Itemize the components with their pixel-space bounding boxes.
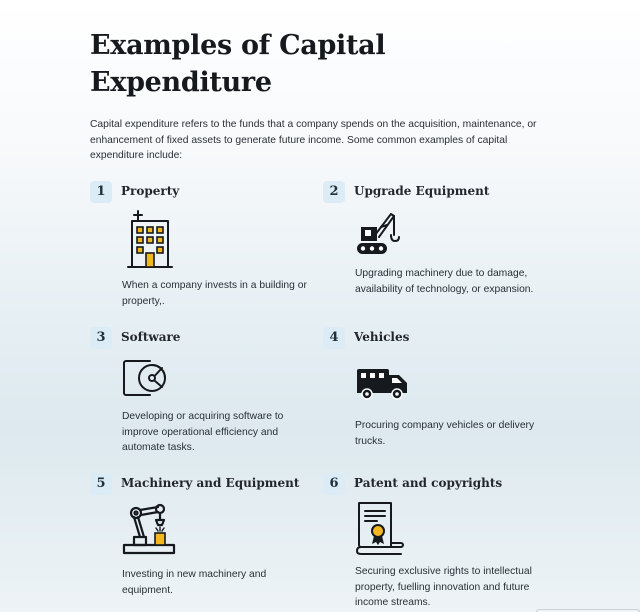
item-description: When a company invests in a building or property,. xyxy=(122,280,307,307)
building-icon xyxy=(122,209,178,276)
item-property xyxy=(90,181,320,311)
certificate-icon xyxy=(355,501,405,562)
item-heading: Property xyxy=(121,184,180,198)
item-description: Upgrading machinery due to damage, availability of technology, or expansion. xyxy=(355,268,534,295)
item-machinery-and-equipment xyxy=(90,473,320,596)
item-heading: Patent and copyrights xyxy=(354,476,503,490)
item-heading: Software xyxy=(121,330,181,344)
item-number-badge: 2 xyxy=(323,181,345,203)
item-number-badge: 4 xyxy=(323,327,345,349)
item-software xyxy=(90,327,320,457)
item-description: Securing exclusive rights to intellectual property, fuelling innovation and future income streams. xyxy=(355,566,532,608)
item-number-badge: 5 xyxy=(90,473,112,495)
robotic-arm-icon xyxy=(122,503,178,562)
crane-icon xyxy=(355,211,403,262)
truck-icon xyxy=(355,365,409,406)
item-heading: Machinery and Equipment xyxy=(121,476,300,490)
item-vehicles xyxy=(323,327,553,457)
item-description: Developing or acquiring software to improve operational efficiency and automate tasks. xyxy=(122,411,284,453)
intro-paragraph: Capital expenditure refers to the funds that a company spends on the acquisition, maintenance, or enhancement of fixed assets to generate future income. Some common examples of capital expenditure include: xyxy=(90,119,537,161)
item-number-badge: 6 xyxy=(323,473,345,495)
page-title: Examples of Capital Expenditure xyxy=(90,30,386,98)
item-number-badge: 1 xyxy=(90,181,112,203)
item-patent-and-copyrights xyxy=(323,473,553,612)
software-disc-icon xyxy=(122,357,170,404)
item-heading: Upgrade Equipment xyxy=(354,184,490,198)
item-number-badge: 3 xyxy=(90,327,112,349)
item-heading: Vehicles xyxy=(354,330,410,344)
item-description: Investing in new machinery and equipment. xyxy=(122,569,267,596)
item-upgrade-equipment xyxy=(323,181,553,311)
item-description: Procuring company vehicles or delivery trucks. xyxy=(355,420,535,447)
